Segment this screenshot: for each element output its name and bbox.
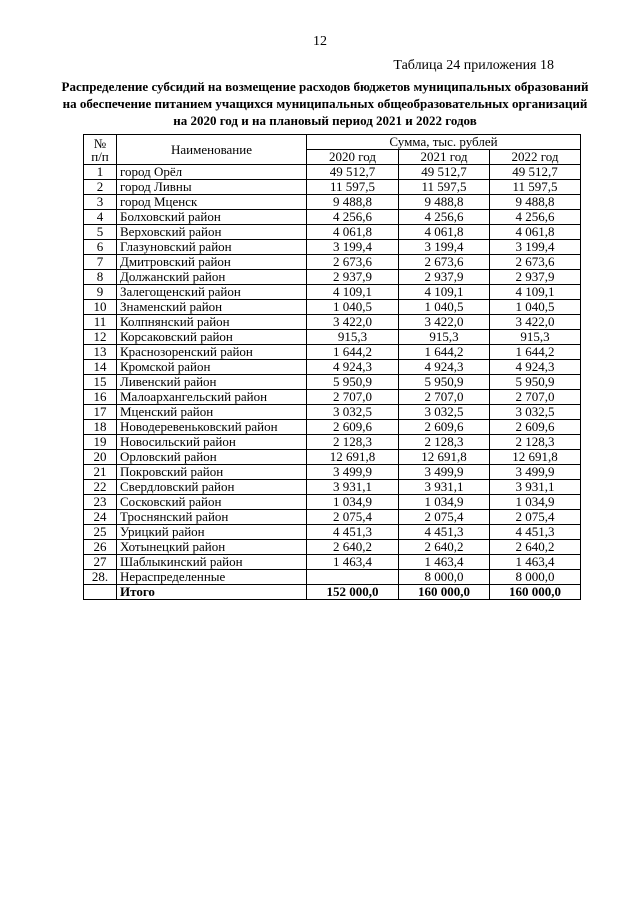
table-row xyxy=(84,240,581,255)
row-value-2020: 49 512,7 xyxy=(307,165,399,180)
row-value-2020: 3 032,5 xyxy=(307,405,399,420)
row-number: 20 xyxy=(84,450,117,465)
row-value-2022: 3 032,5 xyxy=(490,405,581,420)
row-value-2022: 2 673,6 xyxy=(490,255,581,270)
row-name: Покровский район xyxy=(117,465,307,480)
table-row xyxy=(84,450,581,465)
row-value-2021: 2 609,6 xyxy=(399,420,490,435)
table-row xyxy=(84,300,581,315)
row-value-2022: 1 040,5 xyxy=(490,300,581,315)
row-number: 13 xyxy=(84,345,117,360)
row-name: Верховский район xyxy=(117,225,307,240)
row-value-2022: 49 512,7 xyxy=(490,165,581,180)
table-row xyxy=(84,195,581,210)
row-name: Болховский район xyxy=(117,210,307,225)
row-value-2020: 2 128,3 xyxy=(307,435,399,450)
row-name: Шаблыкинский район xyxy=(117,555,307,570)
row-value-2022: 2 075,4 xyxy=(490,510,581,525)
table-row xyxy=(84,360,581,375)
row-value-2021: 915,3 xyxy=(399,330,490,345)
row-number: 23 xyxy=(84,495,117,510)
row-name: Мценский район xyxy=(117,405,307,420)
row-value-2022: 4 451,3 xyxy=(490,525,581,540)
row-value-2022: 4 109,1 xyxy=(490,285,581,300)
row-number: 9 xyxy=(84,285,117,300)
row-value-2022: 2 707,0 xyxy=(490,390,581,405)
row-value-2022: 3 199,4 xyxy=(490,240,581,255)
row-value-2021: 3 199,4 xyxy=(399,240,490,255)
row-value-2020: 915,3 xyxy=(307,330,399,345)
document-title: Распределение субсидий на возмещение расходов бюджетов муниципальных образований на обеспечение питанием учащихся муниципальных общеобразовательных организаций на 2020 год и на плановый период 2021 и 2022 годов xyxy=(61,79,589,128)
row-number: 28. xyxy=(84,570,117,585)
row-name: Свердловский район xyxy=(117,480,307,495)
row-value-2021: 3 499,9 xyxy=(399,465,490,480)
table-row xyxy=(84,225,581,240)
table-row xyxy=(84,510,581,525)
row-value-2022: 4 061,8 xyxy=(490,225,581,240)
table-row xyxy=(84,255,581,270)
table-row xyxy=(84,555,581,570)
row-name: Урицкий район xyxy=(117,525,307,540)
row-number: 6 xyxy=(84,240,117,255)
table-row xyxy=(84,405,581,420)
row-name: Залегощенский район xyxy=(117,285,307,300)
total-row xyxy=(84,585,581,600)
row-value-2021: 9 488,8 xyxy=(399,195,490,210)
row-value-2020: 3 931,1 xyxy=(307,480,399,495)
row-number: 12 xyxy=(84,330,117,345)
table-row xyxy=(84,390,581,405)
table-row xyxy=(84,495,581,510)
table-row xyxy=(84,180,581,195)
row-value-2021: 1 040,5 xyxy=(399,300,490,315)
row-value-2021: 4 924,3 xyxy=(399,360,490,375)
row-value-2021: 1 034,9 xyxy=(399,495,490,510)
row-value-2020: 1 463,4 xyxy=(307,555,399,570)
row-number: 19 xyxy=(84,435,117,450)
row-number: 5 xyxy=(84,225,117,240)
header-sum: Сумма, тыс. рублей xyxy=(307,135,581,150)
row-name: Троснянский район xyxy=(117,510,307,525)
row-value-2020: 2 075,4 xyxy=(307,510,399,525)
row-value-2020: 4 061,8 xyxy=(307,225,399,240)
row-name: Знаменский район xyxy=(117,300,307,315)
total-2022: 160 000,0 xyxy=(490,585,581,600)
table-row xyxy=(84,330,581,345)
table-row xyxy=(84,270,581,285)
table-row xyxy=(84,570,581,585)
row-value-2020: 1 034,9 xyxy=(307,495,399,510)
row-number: 7 xyxy=(84,255,117,270)
row-value-2021: 12 691,8 xyxy=(399,450,490,465)
row-name: город Ливны xyxy=(117,180,307,195)
table-body xyxy=(84,165,581,585)
row-value-2022: 1 034,9 xyxy=(490,495,581,510)
row-value-2022: 12 691,8 xyxy=(490,450,581,465)
row-value-2022: 9 488,8 xyxy=(490,195,581,210)
row-value-2021: 3 422,0 xyxy=(399,315,490,330)
table-row xyxy=(84,345,581,360)
row-value-2021: 8 000,0 xyxy=(399,570,490,585)
row-value-2020 xyxy=(307,570,399,585)
subsidy-table xyxy=(83,134,581,600)
table-row xyxy=(84,315,581,330)
row-name: Кромской район xyxy=(117,360,307,375)
row-number: 2 xyxy=(84,180,117,195)
header-year-2021: 2021 год xyxy=(399,150,490,165)
table-caption: Таблица 24 приложения 18 xyxy=(393,58,554,73)
row-value-2022: 1 463,4 xyxy=(490,555,581,570)
row-value-2020: 1 040,5 xyxy=(307,300,399,315)
row-number: 21 xyxy=(84,465,117,480)
row-value-2020: 4 924,3 xyxy=(307,360,399,375)
row-value-2021: 2 937,9 xyxy=(399,270,490,285)
table-row xyxy=(84,210,581,225)
row-value-2021: 1 644,2 xyxy=(399,345,490,360)
row-value-2020: 9 488,8 xyxy=(307,195,399,210)
row-name: Глазуновский район xyxy=(117,240,307,255)
row-value-2021: 3 032,5 xyxy=(399,405,490,420)
row-value-2020: 1 644,2 xyxy=(307,345,399,360)
table-row xyxy=(84,525,581,540)
row-name: Краснозоренский район xyxy=(117,345,307,360)
row-value-2020: 3 199,4 xyxy=(307,240,399,255)
row-value-2020: 4 109,1 xyxy=(307,285,399,300)
row-value-2021: 4 256,6 xyxy=(399,210,490,225)
row-value-2020: 2 673,6 xyxy=(307,255,399,270)
row-value-2022: 8 000,0 xyxy=(490,570,581,585)
row-value-2022: 2 128,3 xyxy=(490,435,581,450)
table-row xyxy=(84,435,581,450)
row-value-2021: 4 061,8 xyxy=(399,225,490,240)
row-number: 27 xyxy=(84,555,117,570)
table-row xyxy=(84,540,581,555)
row-number: 1 xyxy=(84,165,117,180)
total-label: Итого xyxy=(117,585,307,600)
row-value-2022: 1 644,2 xyxy=(490,345,581,360)
table-row xyxy=(84,480,581,495)
row-value-2021: 11 597,5 xyxy=(399,180,490,195)
row-value-2022: 2 937,9 xyxy=(490,270,581,285)
row-value-2020: 3 499,9 xyxy=(307,465,399,480)
header-year-2020: 2020 год xyxy=(307,150,399,165)
row-value-2020: 2 937,9 xyxy=(307,270,399,285)
row-value-2020: 2 609,6 xyxy=(307,420,399,435)
row-value-2022: 4 256,6 xyxy=(490,210,581,225)
row-value-2022: 3 931,1 xyxy=(490,480,581,495)
row-name: город Орёл xyxy=(117,165,307,180)
row-name: Нераспределенные xyxy=(117,570,307,585)
row-value-2022: 4 924,3 xyxy=(490,360,581,375)
row-value-2022: 2 609,6 xyxy=(490,420,581,435)
row-name: Малоархангельский район xyxy=(117,390,307,405)
row-value-2021: 2 640,2 xyxy=(399,540,490,555)
row-number: 11 xyxy=(84,315,117,330)
row-value-2020: 2 640,2 xyxy=(307,540,399,555)
row-value-2020: 4 451,3 xyxy=(307,525,399,540)
row-number: 24 xyxy=(84,510,117,525)
row-value-2021: 2 075,4 xyxy=(399,510,490,525)
row-value-2020: 3 422,0 xyxy=(307,315,399,330)
page-number: 12 xyxy=(313,34,327,49)
table-row xyxy=(84,285,581,300)
row-number: 14 xyxy=(84,360,117,375)
row-value-2020: 11 597,5 xyxy=(307,180,399,195)
row-number: 26 xyxy=(84,540,117,555)
table-row xyxy=(84,165,581,180)
row-value-2022: 3 499,9 xyxy=(490,465,581,480)
row-value-2022: 3 422,0 xyxy=(490,315,581,330)
row-name: Должанский район xyxy=(117,270,307,285)
row-name: Орловский район xyxy=(117,450,307,465)
total-2020: 152 000,0 xyxy=(307,585,399,600)
row-value-2022: 11 597,5 xyxy=(490,180,581,195)
row-value-2021: 2 707,0 xyxy=(399,390,490,405)
row-value-2020: 2 707,0 xyxy=(307,390,399,405)
header-year-2022: 2022 год xyxy=(490,150,581,165)
row-number: 3 xyxy=(84,195,117,210)
row-name: Корсаковский район xyxy=(117,330,307,345)
row-value-2021: 2 128,3 xyxy=(399,435,490,450)
total-number-cell xyxy=(84,585,117,600)
row-number: 25 xyxy=(84,525,117,540)
table-row xyxy=(84,375,581,390)
row-number: 4 xyxy=(84,210,117,225)
row-value-2022: 5 950,9 xyxy=(490,375,581,390)
row-value-2022: 915,3 xyxy=(490,330,581,345)
row-value-2021: 2 673,6 xyxy=(399,255,490,270)
header-name: Наименование xyxy=(117,135,307,165)
total-2021: 160 000,0 xyxy=(399,585,490,600)
table-header xyxy=(84,135,581,165)
row-name: город Мценск xyxy=(117,195,307,210)
row-value-2021: 3 931,1 xyxy=(399,480,490,495)
row-value-2021: 4 109,1 xyxy=(399,285,490,300)
row-number: 22 xyxy=(84,480,117,495)
row-value-2021: 5 950,9 xyxy=(399,375,490,390)
row-name: Ливенский район xyxy=(117,375,307,390)
row-name: Дмитровский район xyxy=(117,255,307,270)
row-number: 15 xyxy=(84,375,117,390)
table-row xyxy=(84,420,581,435)
row-number: 10 xyxy=(84,300,117,315)
row-name: Новосильский район xyxy=(117,435,307,450)
table-row xyxy=(84,465,581,480)
row-value-2020: 4 256,6 xyxy=(307,210,399,225)
row-name: Колпнянский район xyxy=(117,315,307,330)
row-value-2020: 5 950,9 xyxy=(307,375,399,390)
row-value-2021: 49 512,7 xyxy=(399,165,490,180)
row-value-2021: 4 451,3 xyxy=(399,525,490,540)
row-name: Новодеревеньковский район xyxy=(117,420,307,435)
row-value-2021: 1 463,4 xyxy=(399,555,490,570)
row-number: 18 xyxy=(84,420,117,435)
row-number: 16 xyxy=(84,390,117,405)
row-value-2022: 2 640,2 xyxy=(490,540,581,555)
row-name: Сосковский район xyxy=(117,495,307,510)
header-number: № п/п xyxy=(84,135,117,165)
row-number: 8 xyxy=(84,270,117,285)
row-number: 17 xyxy=(84,405,117,420)
row-value-2020: 12 691,8 xyxy=(307,450,399,465)
row-name: Хотынецкий район xyxy=(117,540,307,555)
